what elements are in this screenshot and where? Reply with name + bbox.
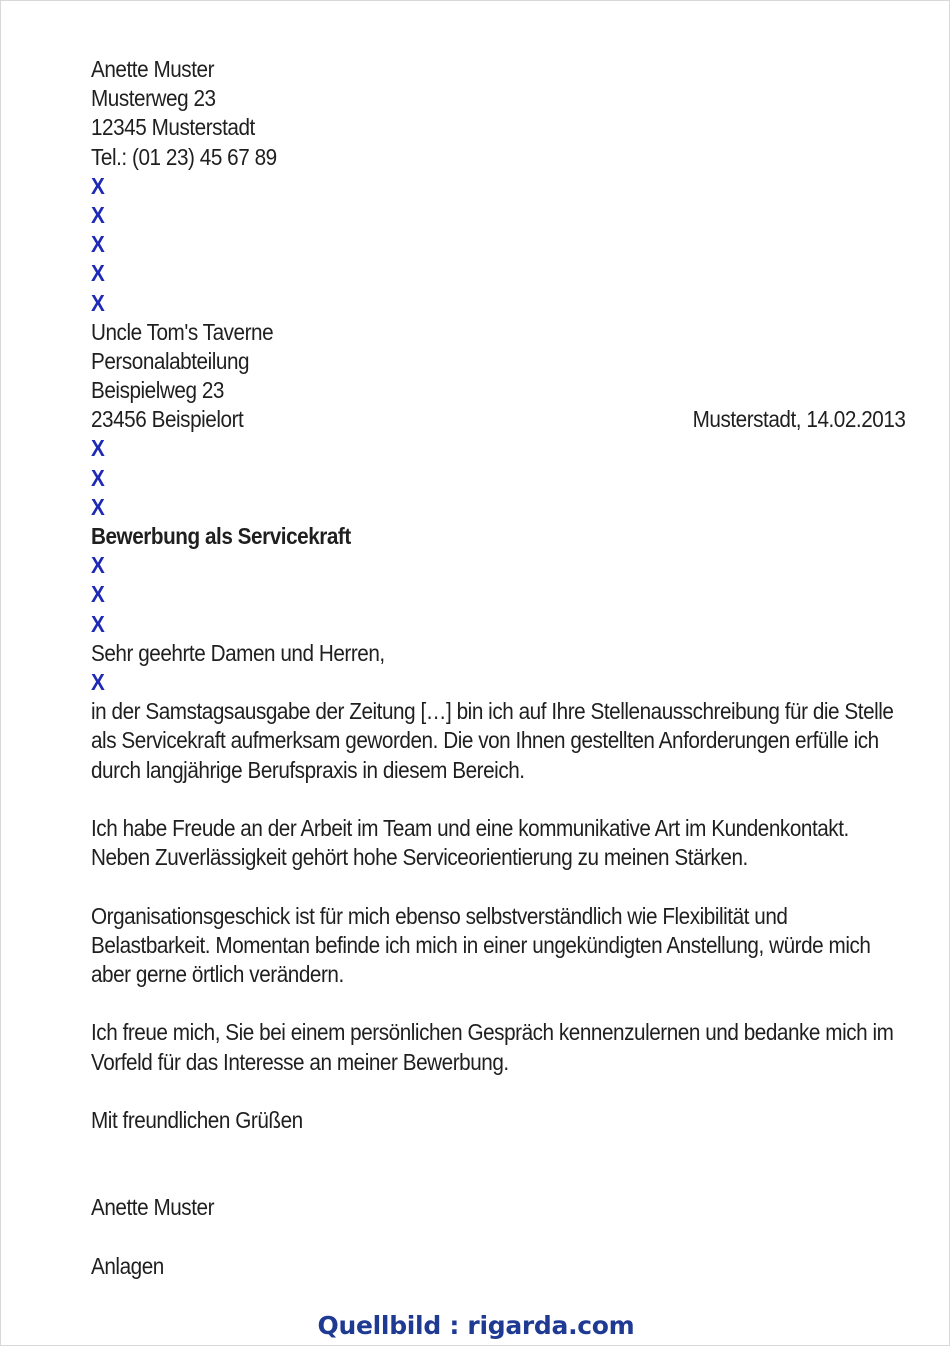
enclosure-gap	[91, 1223, 906, 1252]
paragraph-gap	[91, 872, 906, 901]
body-paragraph	[91, 902, 906, 990]
paragraph-gap	[91, 1077, 906, 1106]
spacing-mark: X	[91, 172, 105, 199]
subject-line: Bewerbung als Servicekraft	[91, 523, 351, 549]
sender-street: Musterweg 23	[91, 85, 216, 112]
recipient-city-date-row	[91, 405, 906, 434]
spacing-mark: X	[91, 435, 105, 462]
spacing-mark: X	[91, 260, 105, 287]
spacing-mark: X	[91, 668, 105, 695]
recipient-street: Beispielweg 23	[91, 377, 224, 404]
sender-block	[91, 55, 906, 172]
spacing-mark: X	[91, 289, 105, 316]
recipient-company: Uncle Tom's Taverne	[91, 318, 274, 345]
paragraph-line: aber gerne örtlich verändern.	[91, 960, 344, 987]
spacing-mark: X	[91, 493, 105, 520]
paragraph-line: Ich habe Freude an der Arbeit im Team und eine kommunikative Art im Kundenkontakt.	[91, 814, 849, 841]
body-paragraph	[91, 697, 906, 785]
paragraph-line: Neben Zuverlässigkeit gehört hohe Serviceorientierung zu meinen Stärken.	[91, 844, 748, 871]
sender-city: 12345 Musterstadt	[91, 114, 255, 141]
spacing-mark: X	[91, 231, 105, 258]
recipient-block	[91, 318, 906, 435]
enclosures: Anlagen	[91, 1252, 164, 1279]
signature-space	[91, 1135, 906, 1193]
cover-letter	[91, 55, 906, 1281]
spacing-mark: X	[91, 610, 105, 637]
paragraph-line: in der Samstagsausgabe der Zeitung […] bin ich auf Ihre Stellenausschreibung für die Stelle	[91, 698, 894, 725]
paragraph-line: als Servicekraft aufmerksam geworden. Die von Ihnen gestellten Anforderungen erfülle ich	[91, 727, 879, 754]
spacing-mark: X	[91, 552, 105, 579]
paragraph-line: Vorfeld für das Interesse an meiner Bewerbung.	[91, 1048, 509, 1075]
paragraph-line: durch langjährige Berufspraxis in diesem Bereich.	[91, 756, 525, 783]
paragraph-gap	[91, 989, 906, 1018]
paragraph-gap	[91, 785, 906, 814]
spacing-mark: X	[91, 201, 105, 228]
salutation: Sehr geehrte Damen und Herren,	[91, 639, 385, 666]
spacing-mark: X	[91, 581, 105, 608]
recipient-department: Personalabteilung	[91, 347, 250, 374]
signature-name: Anette Muster	[91, 1194, 215, 1221]
paragraph-line: Ich freue mich, Sie bei einem persönlichen Gespräch kennenzulernen und bedanke mich im	[91, 1019, 894, 1046]
body-paragraph	[91, 814, 906, 872]
spacing-mark: X	[91, 464, 105, 491]
sender-phone: Tel.: (01 23) 45 67 89	[91, 143, 277, 170]
date-line: Musterstadt, 14.02.2013	[692, 406, 906, 433]
paragraph-line: Belastbarkeit. Momentan befinde ich mich in einer ungekündigten Anstellung, würde mich	[91, 931, 871, 958]
recipient-city: 23456 Beispielort	[91, 406, 244, 433]
source-watermark: Quellbild : rigarda.com	[317, 1311, 635, 1340]
sender-name: Anette Muster	[91, 56, 215, 82]
closing: Mit freundlichen Grüßen	[91, 1106, 303, 1133]
body-paragraph	[91, 1018, 906, 1076]
paragraph-line: Organisationsgeschick ist für mich ebenso selbstverständlich wie Flexibilität und	[91, 902, 788, 929]
